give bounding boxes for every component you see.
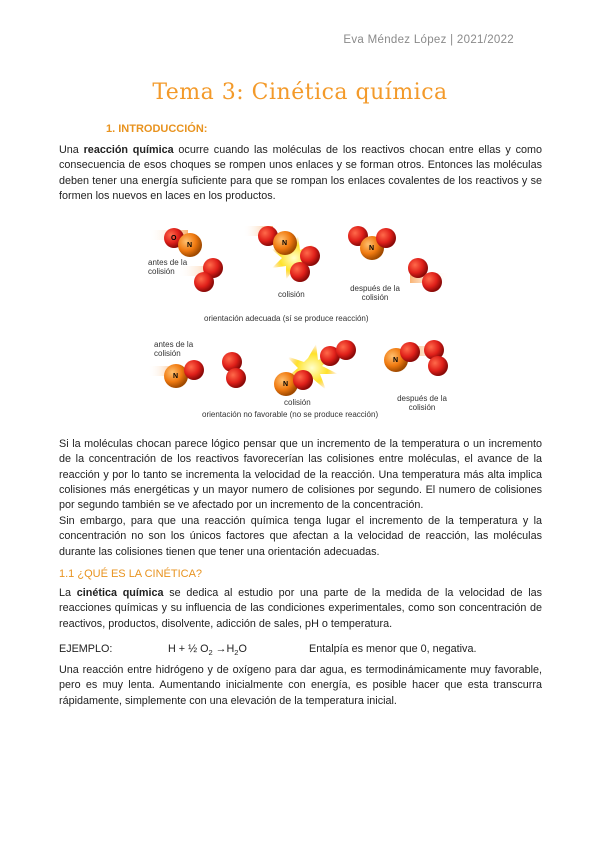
label-collision-2: colisión bbox=[284, 398, 311, 407]
section-heading-introduction: 1. INTRODUCCIÓN: bbox=[106, 123, 208, 135]
equation-product: O bbox=[238, 643, 247, 655]
oxygen-atom bbox=[290, 262, 310, 282]
paragraph-cinetica-post: se dedica al estudio por una parte de la medida de la velocidad de las reacciones químicas y su influencia de las condiciones experimentales, como son concentración de reactivos, productos, disolvente, adicción de sales, pH o temperatura. bbox=[59, 586, 542, 630]
atom-label-o: O bbox=[171, 235, 177, 242]
page-title: Tema 3: Cinética química bbox=[152, 80, 448, 105]
oxygen-atom bbox=[376, 228, 396, 248]
label-after-collision-2: después de la colisión bbox=[397, 394, 447, 412]
oxygen-atom bbox=[336, 340, 356, 360]
paragraph-intro-pre: Una bbox=[59, 143, 84, 156]
equation-reactants: H + ½ O bbox=[168, 643, 209, 655]
paragraph-orientation: Sin embargo, para que una reacción química tenga lugar el incremento de la temperatura y la concentración no son los únicos factores que afectan a la velocidad de reacción, las moléculas durante las colisiones tienen que tener una orientación adecuadas. bbox=[59, 514, 542, 558]
page-header: Eva Méndez López | 2021/2022 bbox=[343, 34, 514, 46]
paragraph-cinetica bbox=[59, 586, 542, 632]
oxygen-atom bbox=[400, 342, 420, 362]
caption-favorable: orientación adecuada (sí se produce reacción) bbox=[204, 314, 369, 323]
paragraph-example: Una reacción entre hidrógeno y de oxígeno para dar agua, es termodinámicamente muy favorable, pero es muy lenta. Aumentando inicialmente con energía, es posible hacer que esta transcurra rápidamente, simplemente con una elevación de la temperatura inicial. bbox=[59, 663, 542, 707]
atom-label-n: N bbox=[283, 381, 289, 388]
atom-label-n: N bbox=[187, 242, 193, 249]
oxygen-atom bbox=[194, 272, 214, 292]
oxygen-atom bbox=[422, 272, 442, 292]
term-cinetica-quimica: cinética química bbox=[76, 586, 164, 599]
oxygen-atom bbox=[428, 356, 448, 376]
label-collision-1: colisión bbox=[278, 290, 305, 299]
equation-subscript: 2 bbox=[234, 648, 239, 658]
atom-label-n: N bbox=[369, 245, 375, 252]
oxygen-atom bbox=[226, 368, 246, 388]
example-note: Entalpía es menor que 0, negativa. bbox=[309, 643, 477, 655]
paragraph-cinetica-pre: La bbox=[59, 586, 77, 599]
term-reaccion-quimica: reacción química bbox=[83, 143, 174, 156]
example-label: EJEMPLO: bbox=[59, 643, 113, 655]
caption-unfavorable: orientación no favorable (no se produce reacción) bbox=[202, 410, 379, 419]
paragraph-intro bbox=[59, 143, 542, 205]
oxygen-atom bbox=[184, 360, 204, 380]
label-before-collision-2: antes de la colisión bbox=[154, 340, 194, 358]
paragraph-collisions: Si la moléculas chocan parece lógico pensar que un incremento de la temperatura o un incremento de la concentración de los reactivos favorecerían las colisiones entre moléculas, el avance de la reacción y por lo tanto se incrementa la velocidad de la reacción. Una temperatura más alta implica colisiones más energéticas y un mayor numero de colisiones por segundo. El numero de colisiones por segundo también se ve afectado por un incremento de la concentración. bbox=[59, 437, 542, 512]
atom-label-n: N bbox=[173, 373, 179, 380]
atom-label-n: N bbox=[393, 357, 399, 364]
paragraph-intro-post: ocurre cuando las moléculas de los reactivos chocan entre ellas y como consecuencia de esos choques se rompen unos enlaces y se forman otros. Entonces las moléculas deben tener una energía suficiente para que se rompan los enlaces covalentes de los reactivos y se formen los nuevos en laces en los productos. bbox=[59, 143, 542, 203]
atom-label-n: N bbox=[282, 240, 288, 247]
section-heading-cinetica: 1.1 ¿QUÉ ES LA CINÉTICA? bbox=[59, 568, 203, 580]
equation-arrow: →H bbox=[212, 643, 235, 655]
label-after-collision-1: después de la colisión bbox=[350, 284, 400, 302]
example-equation bbox=[168, 643, 247, 657]
equation-subscript: 2 bbox=[208, 648, 213, 658]
oxygen-atom bbox=[293, 370, 313, 390]
collision-figure bbox=[148, 218, 454, 418]
label-before-collision-1: antes de la colisión bbox=[148, 258, 188, 276]
